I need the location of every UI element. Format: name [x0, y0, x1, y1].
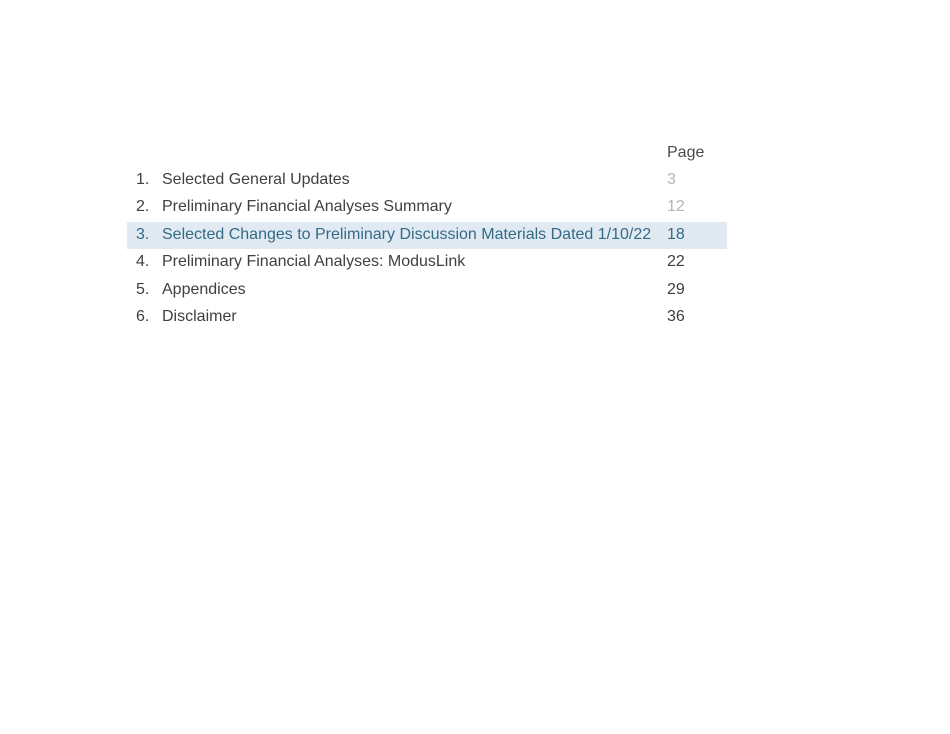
- toc-item-page: 3: [667, 171, 676, 188]
- toc-item-selected-changes[interactable]: [127, 222, 727, 249]
- toc-item-page: 12: [667, 198, 685, 216]
- toc-item-title: Preliminary Financial Analyses: ModusLink: [162, 253, 466, 271]
- page-column-heading: Page: [667, 144, 705, 161]
- toc-item-title: Preliminary Financial Analyses Summary: [162, 198, 452, 216]
- toc-item-page: 18: [667, 225, 685, 243]
- toc-item-title: Disclaimer: [162, 307, 237, 325]
- toc-item-title: Selected Changes to Preliminary Discussion Materials Dated 1/10/22: [162, 225, 652, 243]
- toc-item-financial-analyses-summary[interactable]: [127, 194, 727, 221]
- toc-item-number: 6.: [136, 307, 150, 325]
- toc-item-number: 1.: [136, 171, 150, 188]
- toc-item-disclaimer[interactable]: [127, 304, 727, 331]
- toc-item-title: Appendices: [162, 280, 246, 298]
- toc-header: [127, 140, 727, 167]
- toc-item-number: 2.: [136, 198, 150, 216]
- toc-item-number: 3.: [136, 225, 150, 243]
- toc-item-page: 36: [667, 307, 685, 325]
- toc-item-page: 29: [667, 280, 685, 298]
- toc-item-number: 5.: [136, 280, 150, 298]
- toc-item-appendices[interactable]: [127, 277, 727, 304]
- table-of-contents: [127, 140, 727, 331]
- toc-item-title: Selected General Updates: [162, 171, 350, 188]
- toc-item-selected-general-updates[interactable]: [127, 167, 727, 194]
- toc-item-financial-analyses-moduslink[interactable]: [127, 249, 727, 276]
- toc-item-page: 22: [667, 253, 685, 271]
- toc-item-number: 4.: [136, 253, 150, 271]
